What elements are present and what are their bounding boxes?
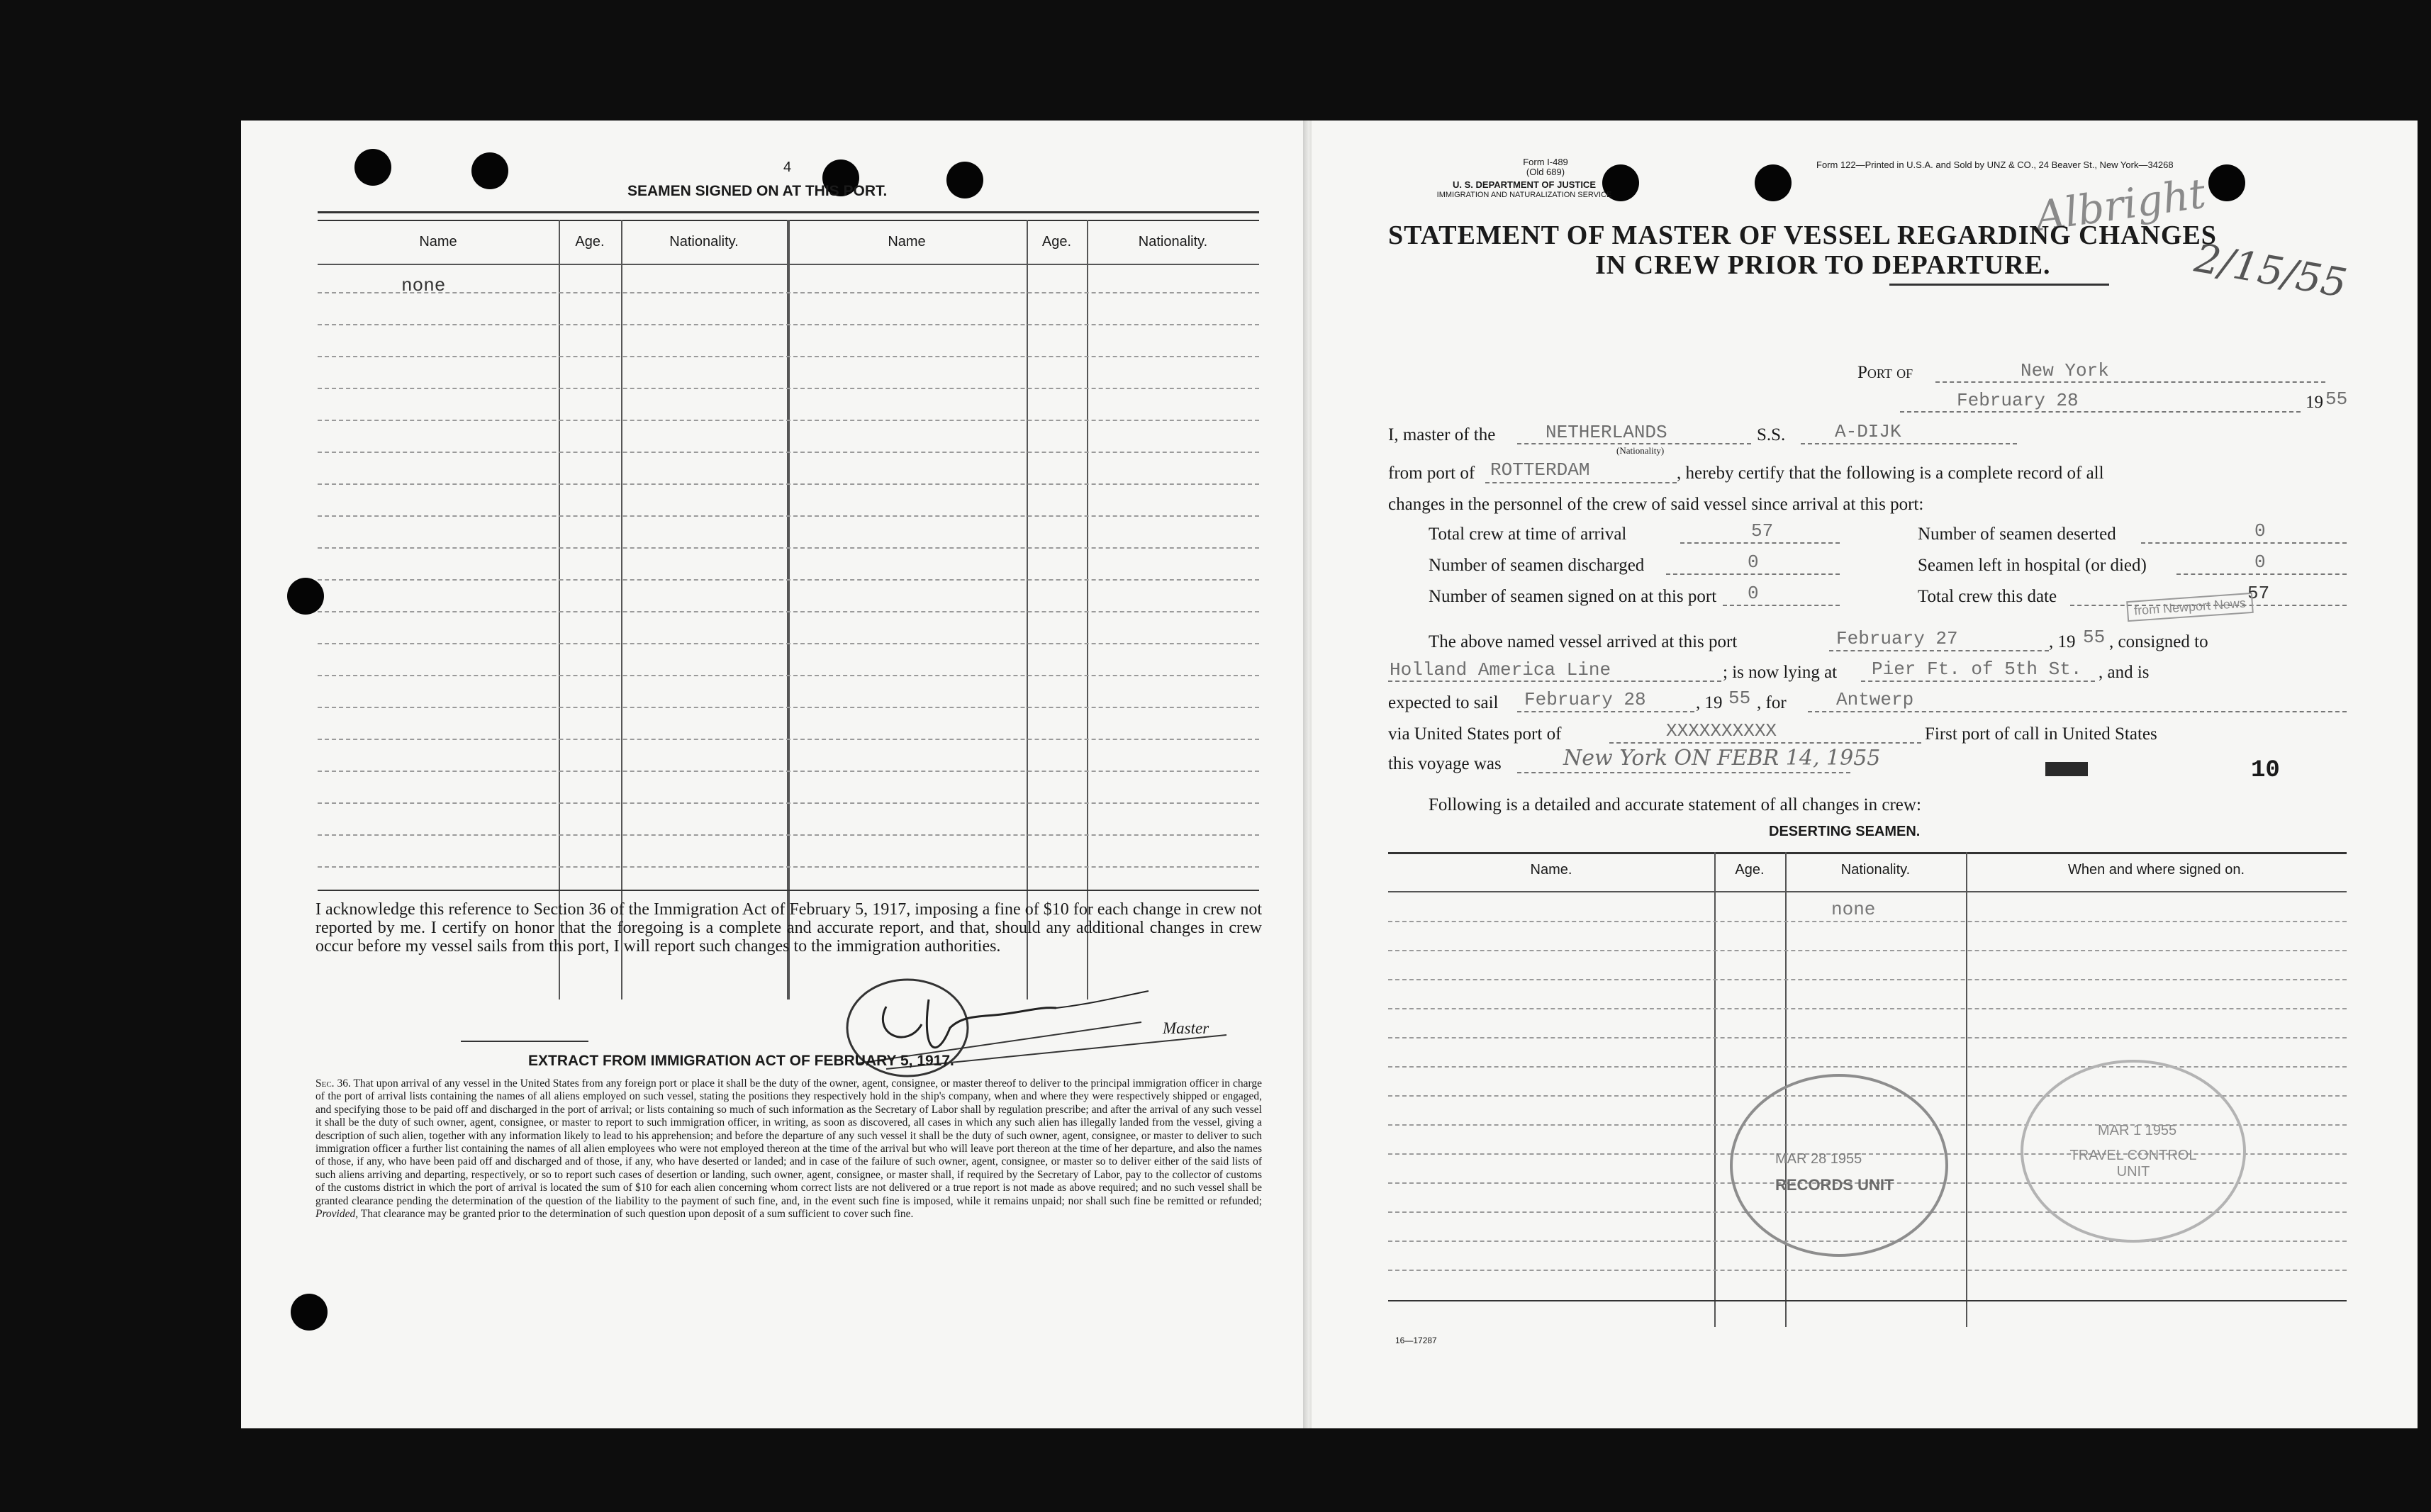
handwritten-date: 2/15/55	[2191, 235, 2350, 308]
seamen-signed-table	[318, 220, 1259, 999]
ss-label: S.S.	[1757, 425, 1786, 444]
first-call-label: First port of call in United States	[1925, 724, 2157, 744]
column-header: Nationality.	[1138, 234, 1208, 250]
form-date: February 28	[1957, 390, 2079, 411]
divider	[318, 211, 1259, 213]
right-page	[1312, 121, 2418, 1428]
column-header: Name	[419, 234, 457, 250]
column-header: Nationality.	[669, 234, 739, 250]
arrived-date: February 27	[1836, 628, 1958, 649]
deserted-value: 0	[2254, 520, 2266, 542]
year-value: 55	[2325, 388, 2348, 410]
printer-line: Form 122—Printed in U.S.A. and Sold by UNZ & CO., 24 Beaver St., New York—34268	[1816, 159, 2174, 170]
page-title: SEAMEN SIGNED ON AT THIS PORT.	[627, 183, 888, 199]
punch-hole	[946, 162, 983, 198]
redaction-mark	[2045, 762, 2088, 776]
signed-on-value: 0	[1748, 583, 1759, 604]
voyage-value: New York ON FEBR 14, 1955	[1563, 746, 1881, 771]
for-label: , for	[1757, 693, 1787, 712]
and-is-label: , and is	[2099, 663, 2150, 682]
consignee: Holland America Line	[1390, 659, 1611, 681]
column-header: Age.	[1041, 234, 1072, 250]
column-header: Name	[888, 234, 926, 250]
records-unit-stamp: MAR 28 1955 RECORDS UNIT	[1730, 1074, 1948, 1257]
arrived-year: 55	[2083, 627, 2106, 648]
title-underline	[1889, 284, 2109, 286]
expected-year-prefix: , 19	[1696, 693, 1723, 712]
punch-hole	[354, 149, 391, 186]
lying-at-value: Pier Ft. of 5th St.	[1872, 659, 2082, 680]
column-header: Age.	[575, 234, 605, 250]
following-text: Following is a detailed and accurate statement of all changes in crew:	[1429, 795, 1921, 814]
signed-on-label: Number of seamen signed on at this port	[1429, 587, 1717, 606]
total-crew-arrival-label: Total crew at time of arrival	[1429, 525, 1627, 544]
from-port-label: from port of	[1388, 464, 1475, 483]
extract-text: Sec. 36. That upon arrival of any vessel in the United States from any foreign port or place it shall be the duty of the owner, agent, consignee, or master thereof to deliver to the principal immigration officer in charge of the port of arrival lists containing the names of all aliens employed on such vessel, stating the positions they respectively hold in the ship's company, when and where they were respectively shipped or engaged, and specifying those to be paid off and discharged in the port of arrival; or lists containing so much of such information as the Secretary of Labor shall by regulation prescribe; and after the arrival of any such vessel it shall be the duty of such owner, agent, consignee, or master to report to such immigration officer, in writing, as soon as discovered, all cases in which any such alien has illegally landed from the vessel, giving a description of such alien, together with any information likely to lead to his apprehension; and before the departure of any such vessel it shall be the duty of such owner, agent, consignee, or master to deliver to such immigration officer a further list containing the names of all alien employees who were not employed thereon at the time of the arrival but who will leave port thereon at the time of her departure, and also the names of those, if any, who have been paid off and discharged and of those, if any, who have deserted or landed; and in case of the failure of such owner, agent, consignee, or master so to deliver either of the said lists of such aliens arriving and departing, respectively, or so to report such cases of desertion or landing, such owner, agent, consignee, or master shall, if required by the Secretary of Labor, pay to the collector of customs of the customs district in which the port of arrival is located the sum of $10 for each alien concerning whom correct lists are not delivered or a true report is not made as above required; and no such vessel shall be granted clearance pending the determination of the question of the liability to the payment of such fine, and, in the event such fine is imposed, while it remains unpaid; nor shall such fine be remitted or refunded; Provided, That clearance may be granted prior to the determination of such question upon deposit of a sum sufficient to cover such fine.	[315, 1077, 1262, 1221]
department-header: U. S. DEPARTMENT OF JUSTICE IMMIGRATION AND NATURALIZATION SERVICE	[1436, 179, 1612, 199]
master-of-label: I, master of the	[1388, 425, 1496, 444]
form-number: Form I-489 (Old 689)	[1523, 157, 1568, 177]
vessel-name: A-DIJK	[1835, 421, 1901, 442]
column-header: When and where signed on.	[2067, 862, 2245, 878]
arrived-year-prefix: , 19	[2049, 632, 2076, 651]
lying-at-label: ; is now lying at	[1723, 663, 1838, 682]
hospital-value: 0	[2254, 551, 2266, 573]
left-page	[241, 121, 1304, 1428]
column-header: Name.	[1530, 862, 1572, 878]
deserting-title: DESERTING SEAMEN.	[1769, 824, 1921, 839]
table-entry: none	[1831, 899, 1876, 920]
total-today-stamp: from Newport News	[2126, 593, 2254, 622]
punch-hole-placeholder	[2233, 163, 2270, 200]
arrived-label: The above named vessel arrived at this port	[1429, 632, 1738, 651]
consigned-label: , consigned to	[2109, 632, 2208, 651]
voyage-label: this voyage was	[1388, 754, 1502, 773]
punch-hole	[1755, 164, 1792, 201]
certify-text: , hereby certify that the following is a complete record of all	[1677, 464, 2104, 483]
expected-date: February 28	[1524, 689, 1646, 710]
punch-hole	[291, 1294, 328, 1331]
punch-hole	[471, 152, 508, 189]
changes-text: changes in the personnel of the crew of said vessel since arrival at this port:	[1388, 495, 1924, 514]
page-number: 4	[783, 159, 792, 175]
total-today-value: 57	[2247, 583, 2270, 604]
expected-year: 55	[1728, 688, 1751, 709]
column-header: Nationality.	[1840, 862, 1911, 878]
total-today-label: Total crew this date	[1918, 587, 2057, 606]
destination: Antwerp	[1836, 689, 1914, 710]
discharged-label: Number of seamen discharged	[1429, 556, 1645, 575]
handwritten-note: Albright	[2032, 169, 2209, 241]
deserted-label: Number of seamen deserted	[1918, 525, 2116, 544]
signature-line	[461, 1041, 588, 1042]
acknowledgement-text: I acknowledge this reference to Section 36 of the Immigration Act of February 5, 1917, imposing a fine of $10 for each change in crew not reported by me. I certify on honor that the foregoing is a complete and accurate report, and that, should any additional changes in crew occur before my vessel sails from this port, I will report such changes to the immigration authorities.	[315, 900, 1262, 956]
footer-code: 16—17287	[1395, 1335, 1437, 1345]
via-label: via United States port of	[1388, 724, 1562, 744]
form-title-line2: IN CREW PRIOR TO DEPARTURE.	[1595, 250, 2051, 280]
vessel-nationality: NETHERLANDS	[1546, 422, 1667, 443]
via-port: XXXXXXXXXX	[1666, 720, 1777, 741]
travel-control-stamp: MAR 1 1955 TRAVEL CONTROL UNIT	[2021, 1060, 2246, 1243]
margin-number: 10	[2251, 757, 2280, 784]
expected-label: expected to sail	[1388, 693, 1499, 712]
port-of-value: New York	[2021, 360, 2109, 381]
year-prefix: 19	[2306, 393, 2323, 412]
column-header: Age.	[1735, 862, 1765, 878]
discharged-value: 0	[1748, 551, 1759, 573]
hospital-label: Seamen left in hospital (or died)	[1918, 556, 2147, 575]
from-port-value: ROTTERDAM	[1490, 459, 1590, 481]
nationality-caption: (Nationality)	[1616, 445, 1665, 456]
total-crew-arrival-value: 57	[1751, 520, 1774, 542]
master-label: Master	[1163, 1019, 1209, 1037]
extract-title: EXTRACT FROM IMMIGRATION ACT OF FEBRUARY 5, 1917.	[528, 1053, 954, 1069]
table-entry: none	[401, 275, 446, 296]
port-of-label: Port of	[1857, 363, 1913, 382]
form-title-line1: STATEMENT OF MASTER OF VESSEL REGARDING CHANGES	[1388, 220, 2217, 250]
